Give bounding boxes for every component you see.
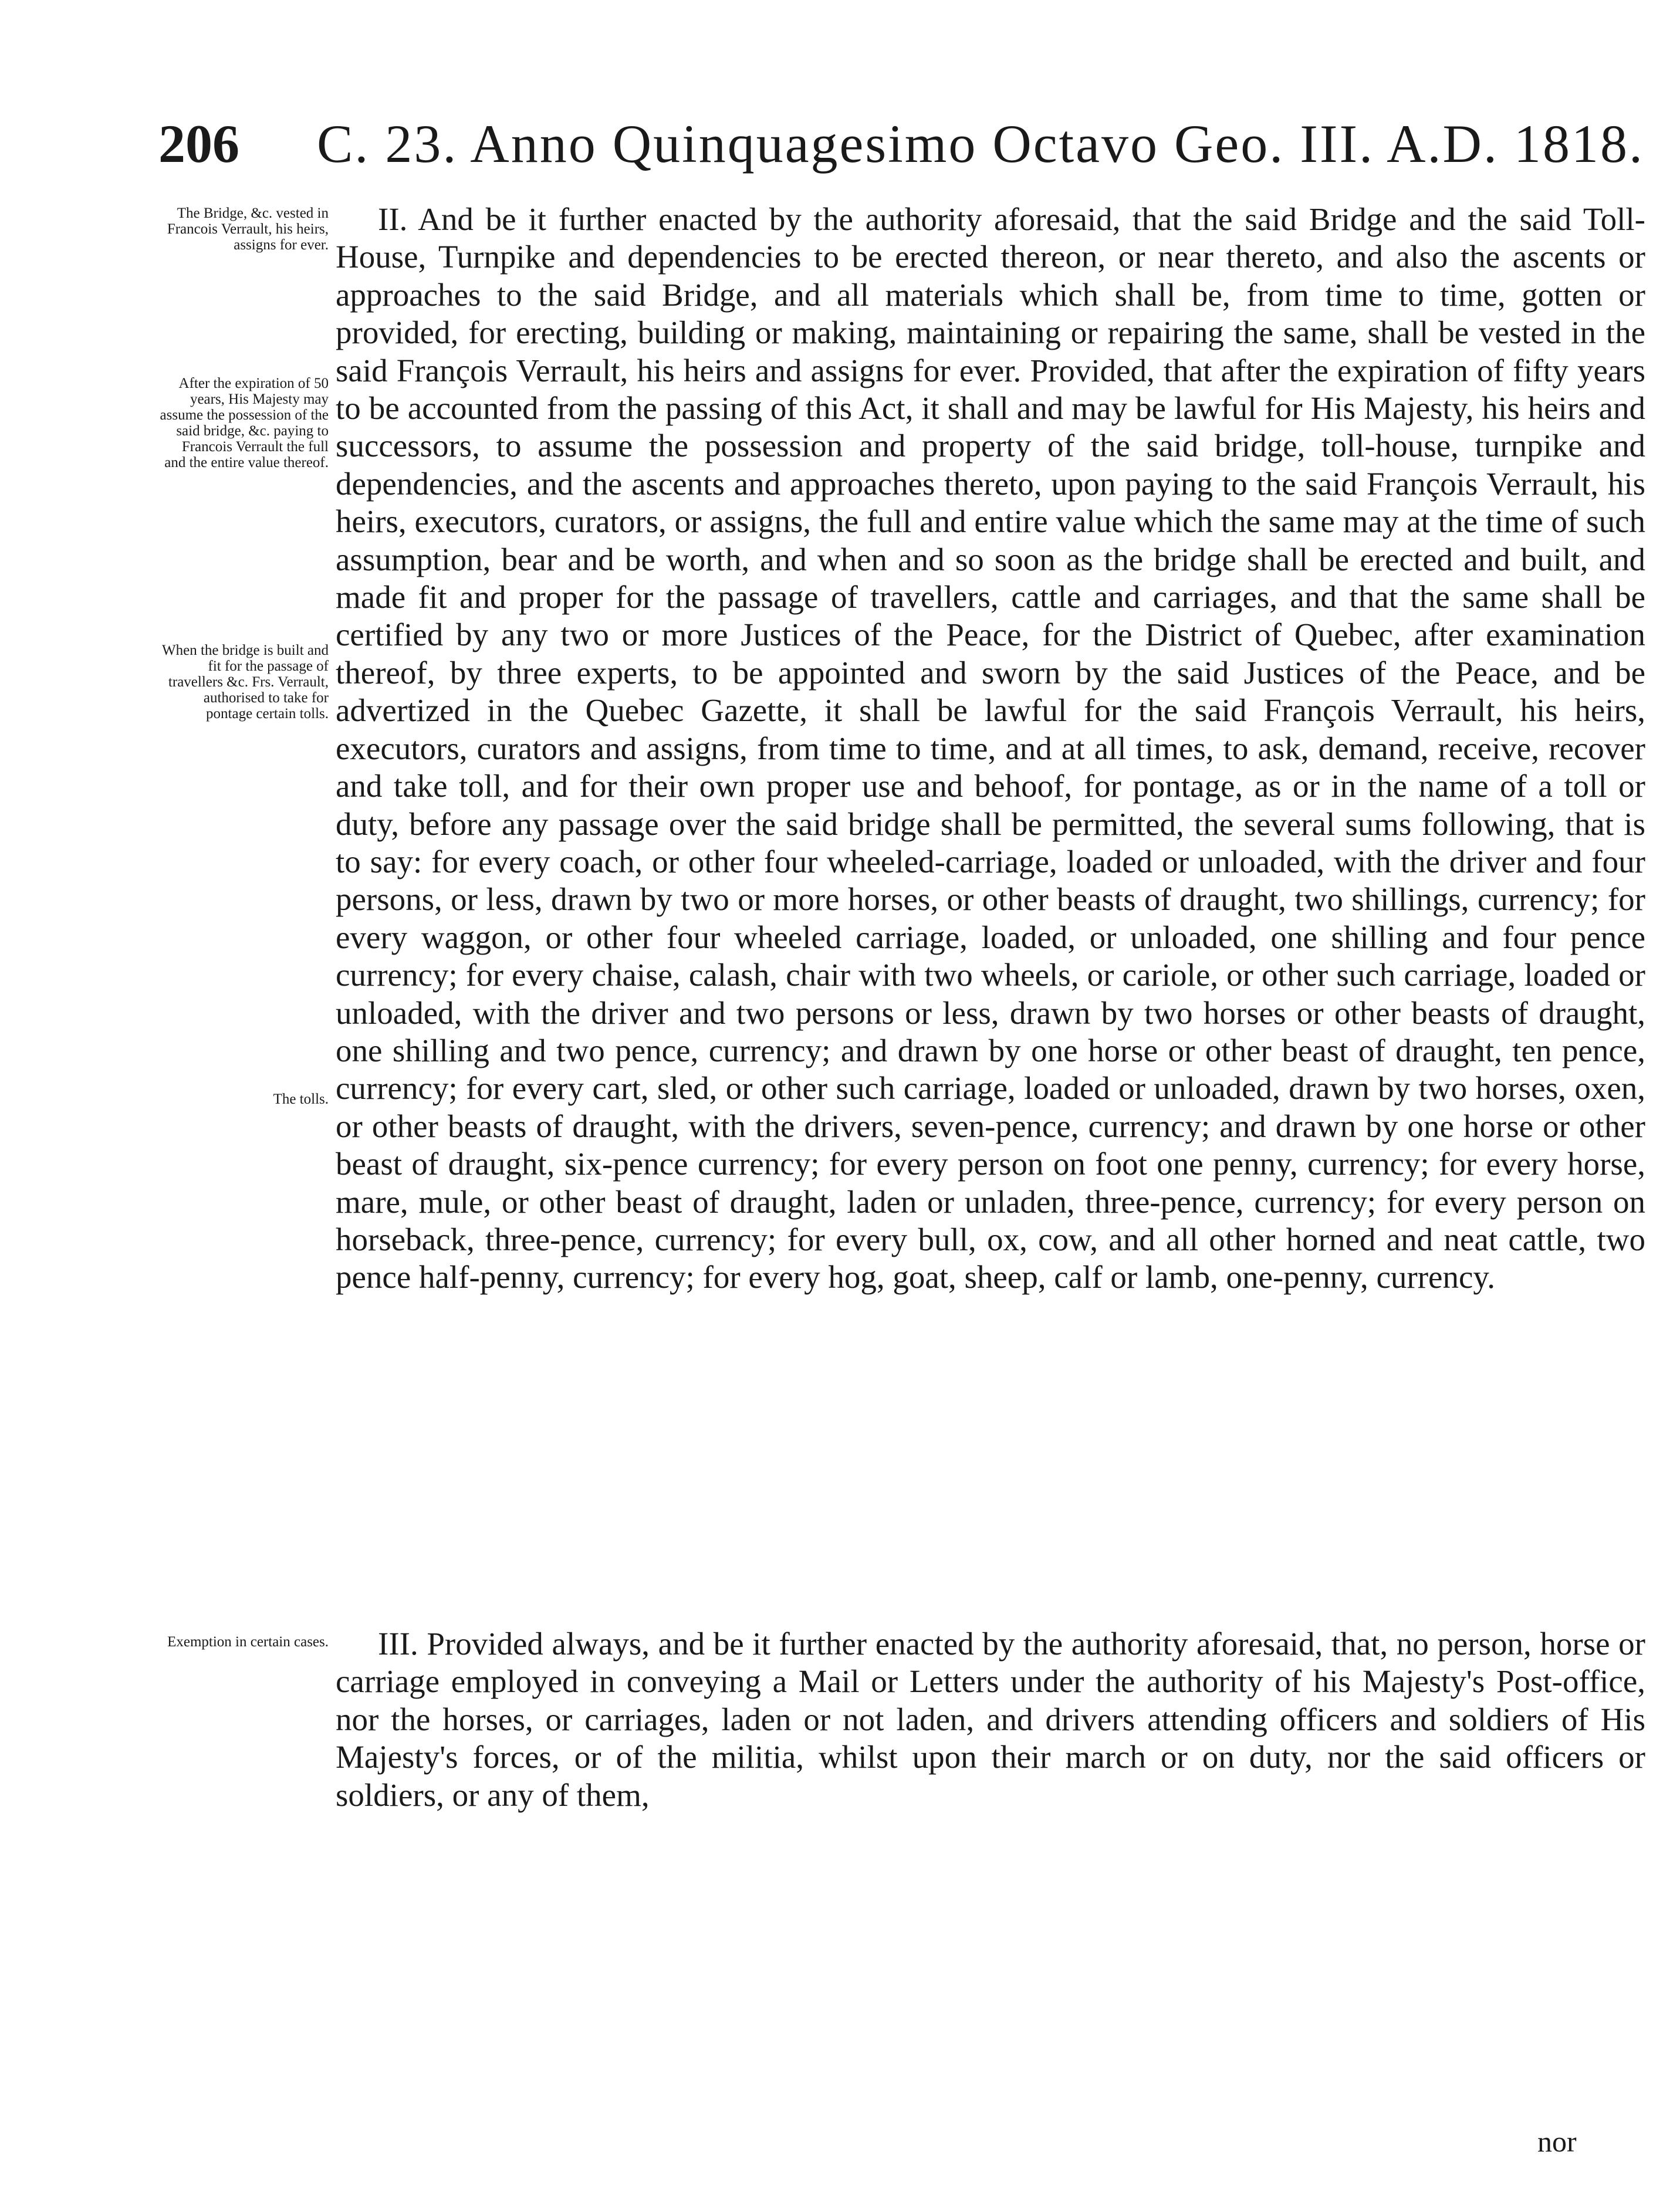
running-head-title: C. 23. Anno Quinquagesimo Octavo Geo. III. A.D. 1818.: [317, 114, 1644, 174]
margin-note-bridge-vested: The Bridge, &c. vested in Francois Verrault, his heirs, assigns for ever.: [167, 205, 329, 253]
section-3-paragraph: III. Provided always, and be it further enacted by the authority aforesaid, that, no person, horse or carriage employed in conveying a Mail or Letters under the authority of his Majesty's Post-office, nor the horses, or carriages, laden or not laden, and drivers attending officers and soldiers of His Majesty's forces, or of the militia, whilst upon their march or on duty, nor the said officers or soldiers, or any of them,: [336, 1626, 1645, 1813]
running-head: [158, 106, 1649, 182]
margin-note-after-fifty-years: After the expiration of 50 years, His Majesty may assume the possession of the said bridge, &c. paying to Francois Verrault the full and the entire value thereof.: [160, 375, 329, 471]
margin-note-the-tolls: The tolls.: [273, 1091, 329, 1107]
section-2-paragraph: II. And be it further enacted by the authority aforesaid, that the said Bridge and the said Toll-House, Turnpike and dependencies to be erected thereon, or near thereto, and also the ascents or approaches to the said Bridge, and all materials which shall be, from time to time, gotten or provided, for erecting, building or making, maintaining or repairing the same, shall be vested in the said François Verrault, his heirs and assigns for ever. Provided, that after the expiration of fifty years to be accounted from the passing of this Act, it shall and may be lawful for His Majesty, his heirs and successors, to assume the possession and property of the said bridge, toll-house, turnpike and dependencies, and the ascents and approaches thereto, upon paying to the said François Verrault, his heirs, executors, curators, or assigns, the full and entire value which the same may at the time of such assumption, bear and be worth, and when and so soon as the bridge shall be erected and built, and made fit and proper for the passage of travellers, cattle and carriages, and that the same shall be certified by any two or more Justices of the Peace, for the District of Quebec, after examination thereof, by three experts, to be appointed and sworn by the said Justices of the Peace, and be advertized in the Quebec Gazette, it shall be lawful for the said François Verrault, his heirs, executors, curators and assigns, from time to time, and at all times, to ask, demand, receive, recover and take toll, and for their own proper use and behoof, for pontage, as or in the name of a toll or duty, before any passage over the said bridge shall be permitted, the several sums following, that is to say: for every coach, or other four wheeled-carriage, loaded or unloaded, with the driver and four persons, or less, drawn by two or more horses, or other beasts of draught, two shillings, currency; for every waggon, or other four wheeled carriage, loaded, or unloaded, one shilling and four pence currency; for every chaise, calash, chair with two wheels, or cariole, or other such carriage, loaded or unloaded, with the driver and two persons or less, drawn by two horses or other beasts of draught, one shilling and two pence, currency; and drawn by one horse or other beast of draught, ten pence, currency; for every cart, sled, or other such carriage, loaded or unloaded, drawn by two horses, oxen, or other beasts of draught, with the drivers, seven-pence, currency; and drawn by one horse or other beast of draught, six-pence currency; for every person on foot one penny, currency; for every horse, mare, mule, or other beast of draught, laden or unladen, three-pence, currency; for every person on horseback, three-pence, currency; for every bull, ox, cow, and all other horned and neat cattle, two pence half-penny, currency; for every hog, goat, sheep, calf or lamb, one-penny, currency.: [336, 201, 1645, 1295]
catchword: nor: [1537, 2125, 1577, 2158]
margin-note-exemption: Exemption in certain cases.: [167, 1634, 329, 1650]
page-number: 206: [158, 114, 239, 174]
margin-note-when-bridge-built: When the bridge is built and fit for the passage of travellers &c. Frs. Verrault, authorised to take for pontage certain tolls.: [162, 642, 329, 722]
margin-notes: [158, 0, 329, 2189]
